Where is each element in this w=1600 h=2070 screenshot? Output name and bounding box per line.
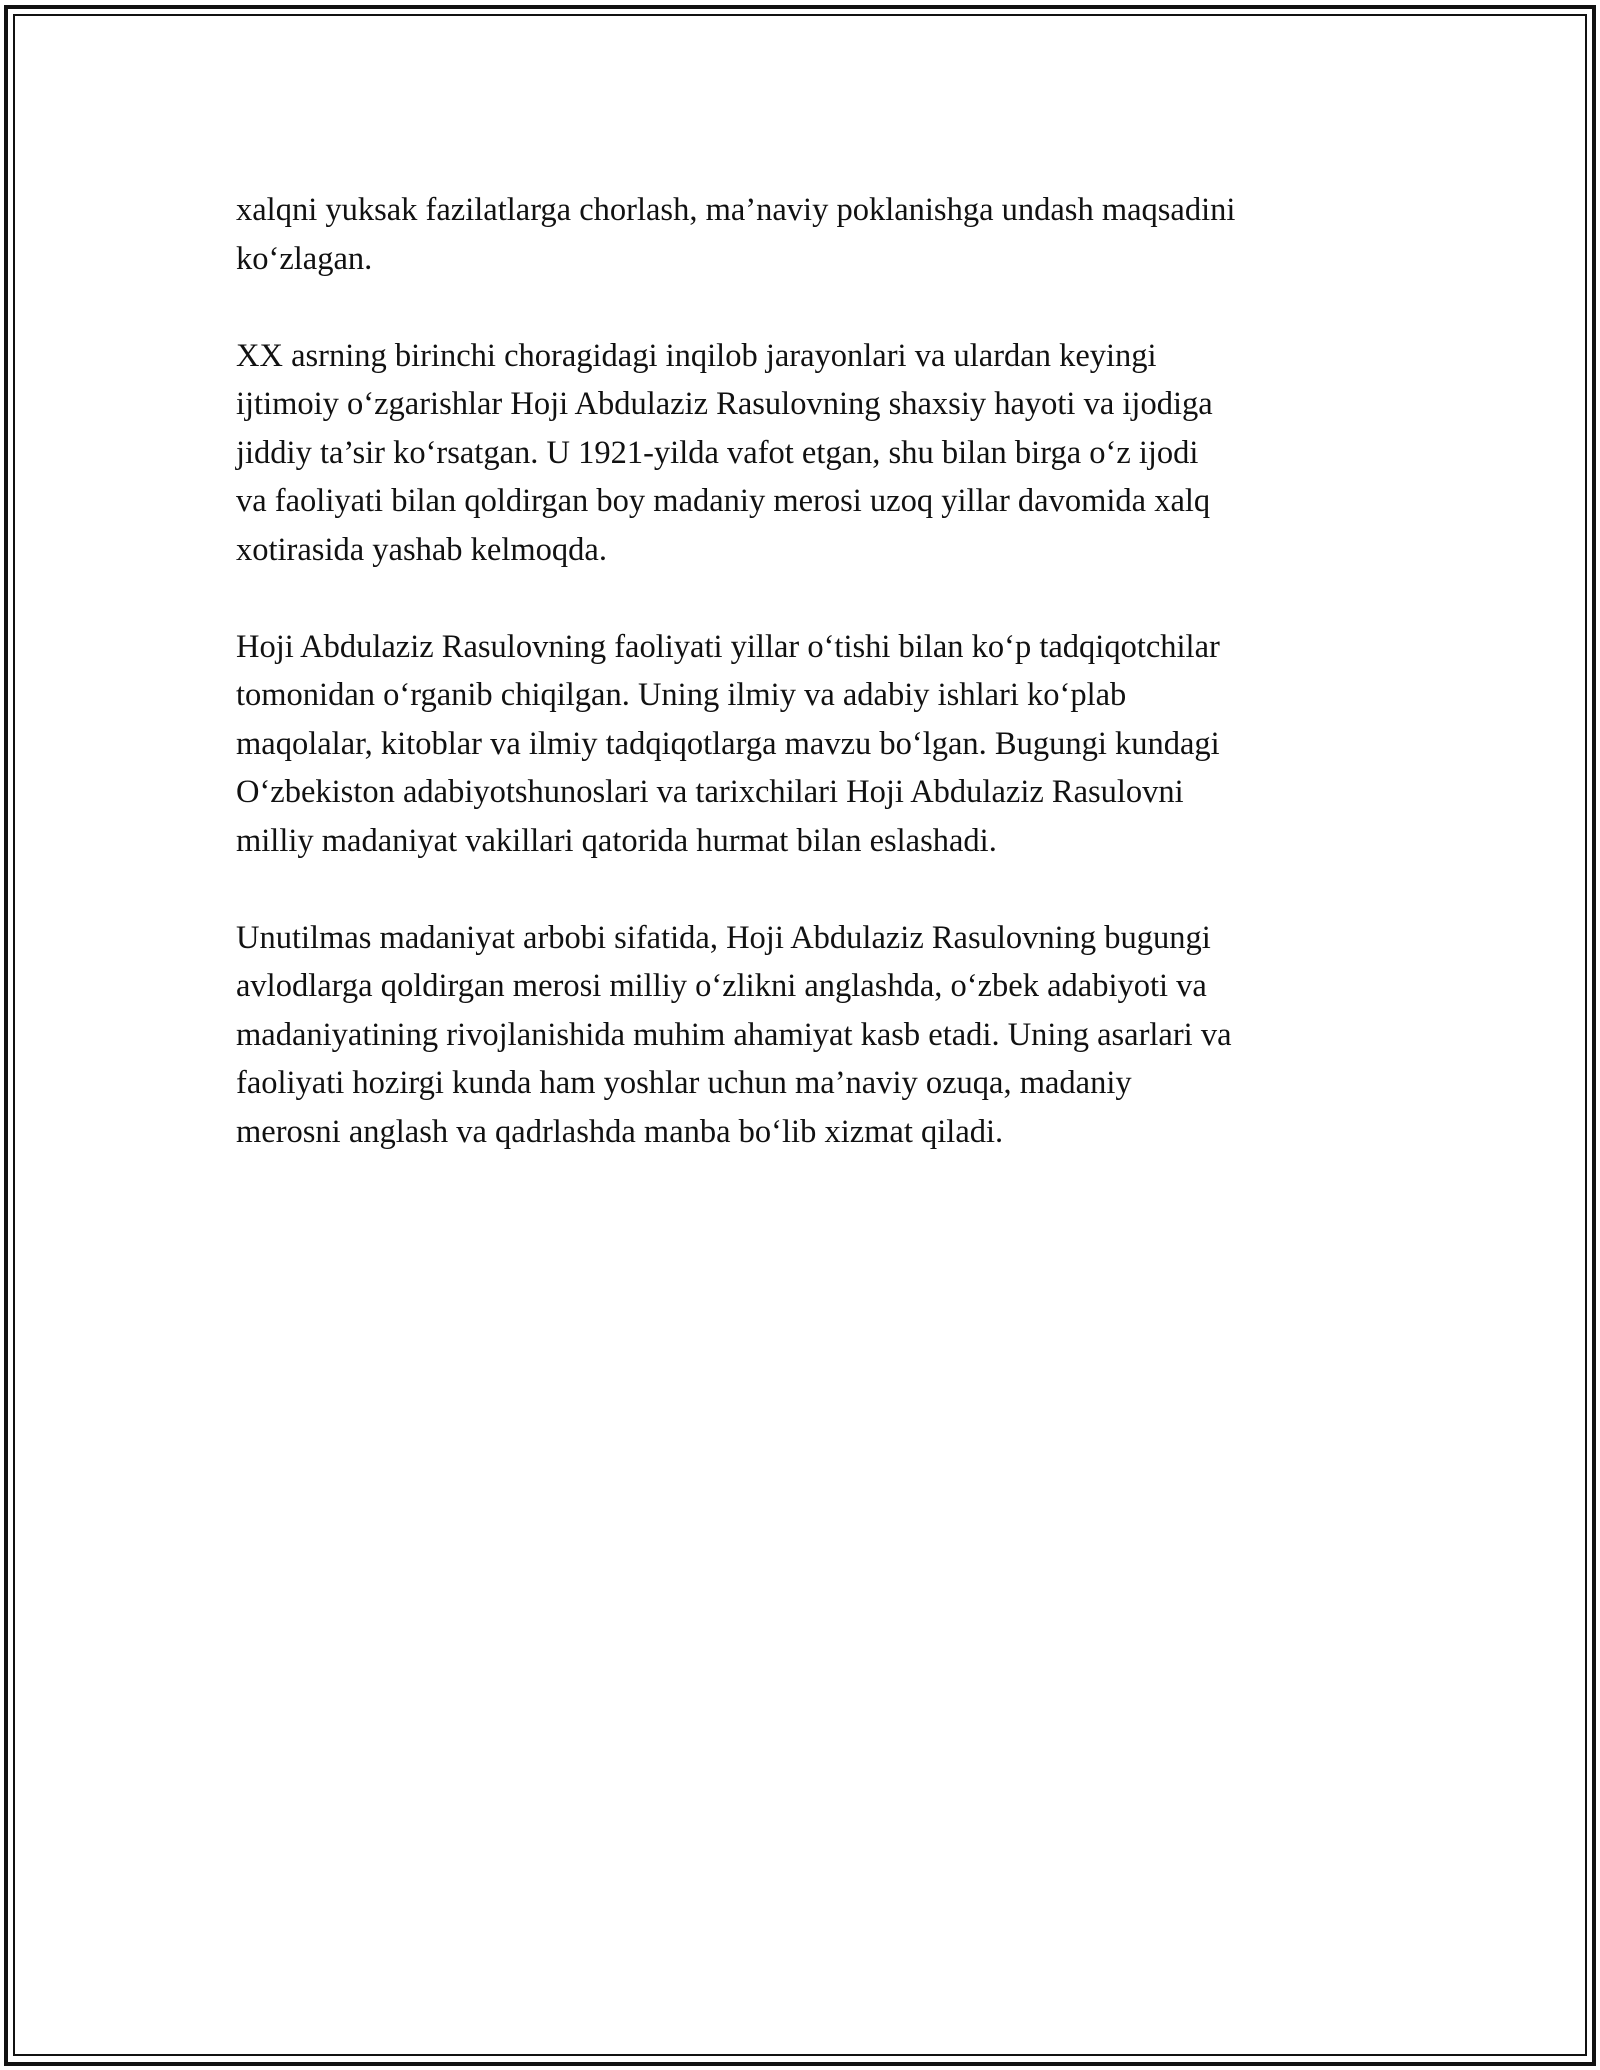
paragraph-4 (236, 914, 1386, 1157)
text-line: merosni anglash va qadrlashda manba bo‘lib xizmat qiladi. (236, 1113, 1004, 1150)
document-body (236, 186, 1386, 1205)
text-line: milliy madaniyat vakillari qatorida hurmat bilan eslashadi. (236, 822, 997, 859)
text-line: faoliyati hozirgi kunda ham yoshlar uchun ma’naviy ozuqa, madaniy (236, 1065, 1132, 1101)
paragraph-2 (236, 332, 1386, 575)
text-line: ijtimoiy o‘zgarishlar Hoji Abdulaziz Rasulovning shaxsiy hayoti va ijodiga (236, 386, 1213, 422)
text-line: xalqni yuksak fazilatlarga chorlash, ma’naviy poklanishga undash maqsadini (236, 192, 1236, 228)
text-line: va faoliyati bilan qoldirgan boy madaniy merosi uzoq yillar davomida xalq (236, 483, 1211, 519)
text-line: O‘zbekiston adabiyotshunoslari va tarixchilari Hoji Abdulaziz Rasulovni (236, 774, 1184, 810)
text-line: avlodlarga qoldirgan merosi milliy o‘zlikni anglashda, o‘zbek adabiyoti va (236, 968, 1207, 1004)
text-line: XX asrning birinchi choragidagi inqilob jarayonlari va ulardan keyingi (236, 337, 1157, 374)
text-line: Unutilmas madaniyat arbobi sifatida, Hoji Abdulaziz Rasulovning bugungi (236, 919, 1211, 956)
text-line: ko‘zlagan. (236, 240, 373, 277)
paragraph-1 (236, 186, 1386, 283)
text-line: xotirasida yashab kelmoqda. (236, 531, 607, 568)
text-line: Hoji Abdulaziz Rasulovning faoliyati yillar o‘tishi bilan ko‘p tadqiqotchilar (236, 628, 1220, 665)
text-line: tomonidan o‘rganib chiqilgan. Uning ilmiy va adabiy ishlari ko‘plab (236, 677, 1127, 713)
paragraph-3 (236, 623, 1386, 866)
text-line: madaniyatining rivojlanishida muhim ahamiyat kasb etadi. Uning asarlari va (236, 1016, 1232, 1053)
text-line: maqolalar, kitoblar va ilmiy tadqiqotlarga mavzu bo‘lgan. Bugungi kundagi (236, 725, 1220, 762)
text-line: jiddiy ta’sir ko‘rsatgan. U 1921-yilda vafot etgan, shu bilan birga o‘z ijodi (236, 434, 1199, 471)
